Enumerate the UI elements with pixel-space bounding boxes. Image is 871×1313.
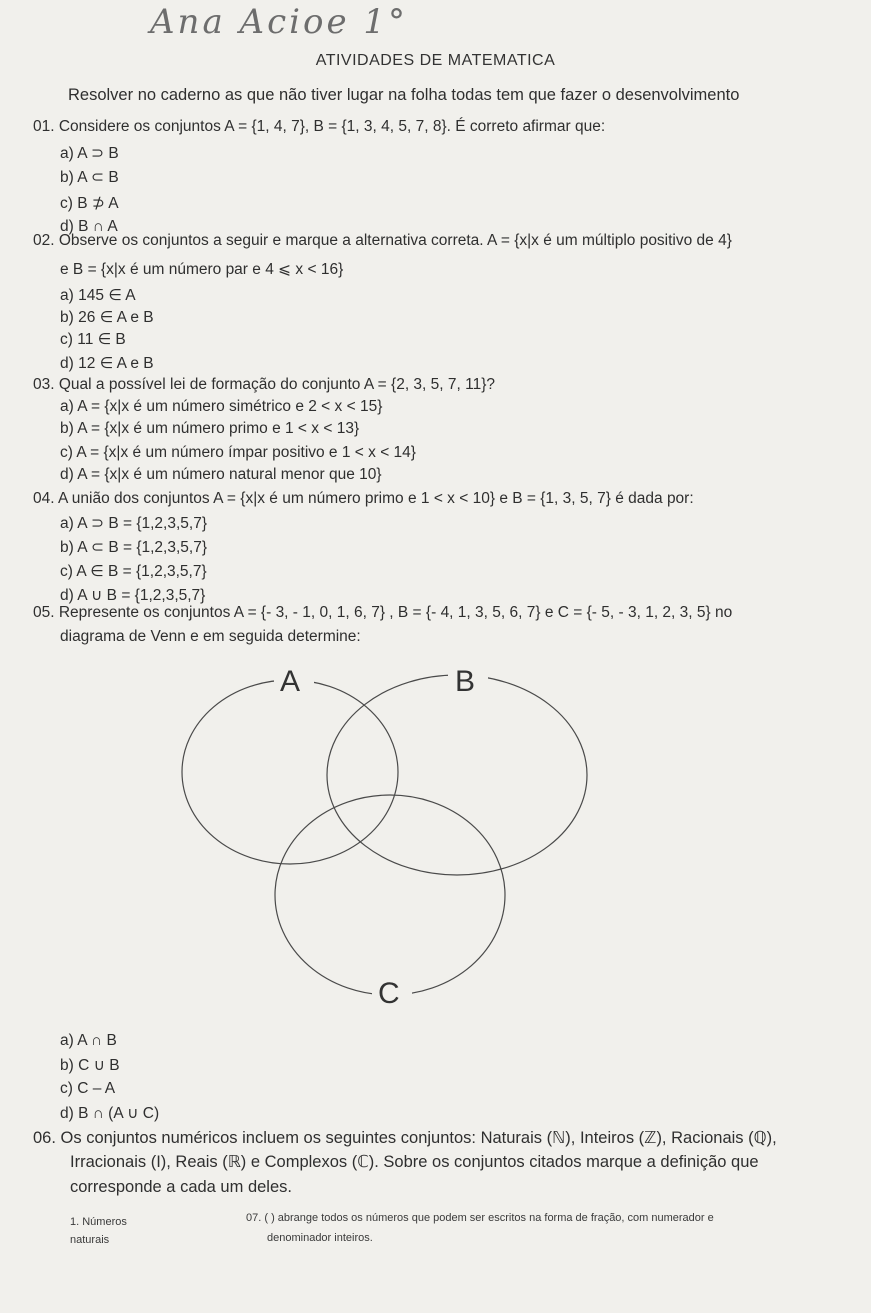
question-1-option-c: c) B ⊅ A <box>60 195 119 212</box>
venn-label-a: A <box>280 665 301 698</box>
question-3-stem: 03. Qual a possível lei de formação do conjunto A = {2, 3, 5, 7, 11}? <box>33 376 496 393</box>
question-1-stem: 01. Considere os conjuntos A = {1, 4, 7}, B = {1, 3, 4, 5, 7, 8}. É correto afirmar que: <box>33 118 606 135</box>
venn-label-b: B <box>455 665 476 698</box>
question-5-stem-line2: diagrama de Venn e em seguida determine: <box>60 628 361 645</box>
question-5-item-d: d) B ∩ (A ∪ C) <box>60 1105 160 1122</box>
question-2-stem-line2: e B = {x|x é um número par e 4 ⩽ x < 16} <box>60 261 344 278</box>
question-5-item-b: b) C ∪ B <box>60 1057 120 1074</box>
question-6-stem-line1: 06. Os conjuntos numéricos incluem os seguintes conjuntos: Naturais (ℕ), Inteiros (ℤ), Racionais (ℚ), <box>33 1129 777 1147</box>
question-4-stem: 04. A união dos conjuntos A = {x|x é um número primo e 1 < x < 10} e B = {1, 3, 5, 7} é dada por: <box>33 490 694 507</box>
question-4-option-c: c) A ∈ B = {1,2,3,5,7} <box>60 563 207 580</box>
question-5-item-c: c) C – A <box>60 1080 116 1097</box>
column-right-line1: 07. ( ) abrange todos os números que podem ser escritos na forma de fração, com numerador e <box>246 1212 714 1224</box>
venn-circle-c <box>275 795 505 995</box>
question-4-option-d: d) A ∪ B = {1,2,3,5,7} <box>60 587 206 604</box>
question-3-option-b: b) A = {x|x é um número primo e 1 < x < 13} <box>60 420 360 437</box>
handwritten-name: Ana Acioe 1° <box>150 2 409 42</box>
question-1-option-a: a) A ⊃ B <box>60 145 119 162</box>
question-5-stem-line1: 05. Represente os conjuntos A = {- 3, - 1, 0, 1, 6, 7} , B = {- 4, 1, 3, 5, 6, 7} e C = {- 5, - 3, 1, 2, 3, 5} no <box>33 604 733 621</box>
question-4-option-b: b) A ⊂ B = {1,2,3,5,7} <box>60 539 208 556</box>
venn-diagram <box>150 655 600 1005</box>
question-5-item-a: a) A ∩ B <box>60 1032 117 1049</box>
question-2-option-d: d) 12 ∈ A e B <box>60 355 154 372</box>
column-left-line1: 1. Números <box>70 1216 127 1228</box>
question-1-option-d: d) B ∩ A <box>60 218 118 235</box>
question-6-stem-line2: Irracionais (I), Reais (ℝ) e Complexos (ℂ). Sobre os conjuntos citados marque a definição que <box>70 1153 759 1171</box>
question-2-stem-line1: 02. Observe os conjuntos a seguir e marque a alternativa correta. A = {x|x é um múltiplo positivo de 4} <box>33 232 732 249</box>
question-2-option-b: b) 26 ∈ A e B <box>60 309 154 326</box>
question-6-stem-line3: corresponde a cada um deles. <box>70 1178 292 1196</box>
page-title: ATIVIDADES DE MATEMATICA <box>315 52 556 69</box>
question-2-option-c: c) 11 ∈ B <box>60 331 126 348</box>
venn-circle-b <box>327 675 587 875</box>
question-3-option-d: d) A = {x|x é um número natural menor que 10} <box>60 466 382 483</box>
instruction-text: Resolver no caderno as que não tiver lugar na folha todas tem que fazer o desenvolvimento <box>68 86 740 104</box>
question-3-option-a: a) A = {x|x é um número simétrico e 2 < x < 15} <box>60 398 383 415</box>
question-3-option-c: c) A = {x|x é um número ímpar positivo e 1 < x < 14} <box>60 444 416 461</box>
column-right-line2: denominador inteiros. <box>267 1232 373 1244</box>
question-2-option-a: a) 145 ∈ A <box>60 287 136 304</box>
venn-circle-a <box>182 680 398 864</box>
column-left-line2: naturais <box>70 1234 110 1246</box>
venn-label-c: C <box>378 977 400 1005</box>
question-1-option-b: b) A ⊂ B <box>60 169 119 186</box>
question-4-option-a: a) A ⊃ B = {1,2,3,5,7} <box>60 515 208 532</box>
